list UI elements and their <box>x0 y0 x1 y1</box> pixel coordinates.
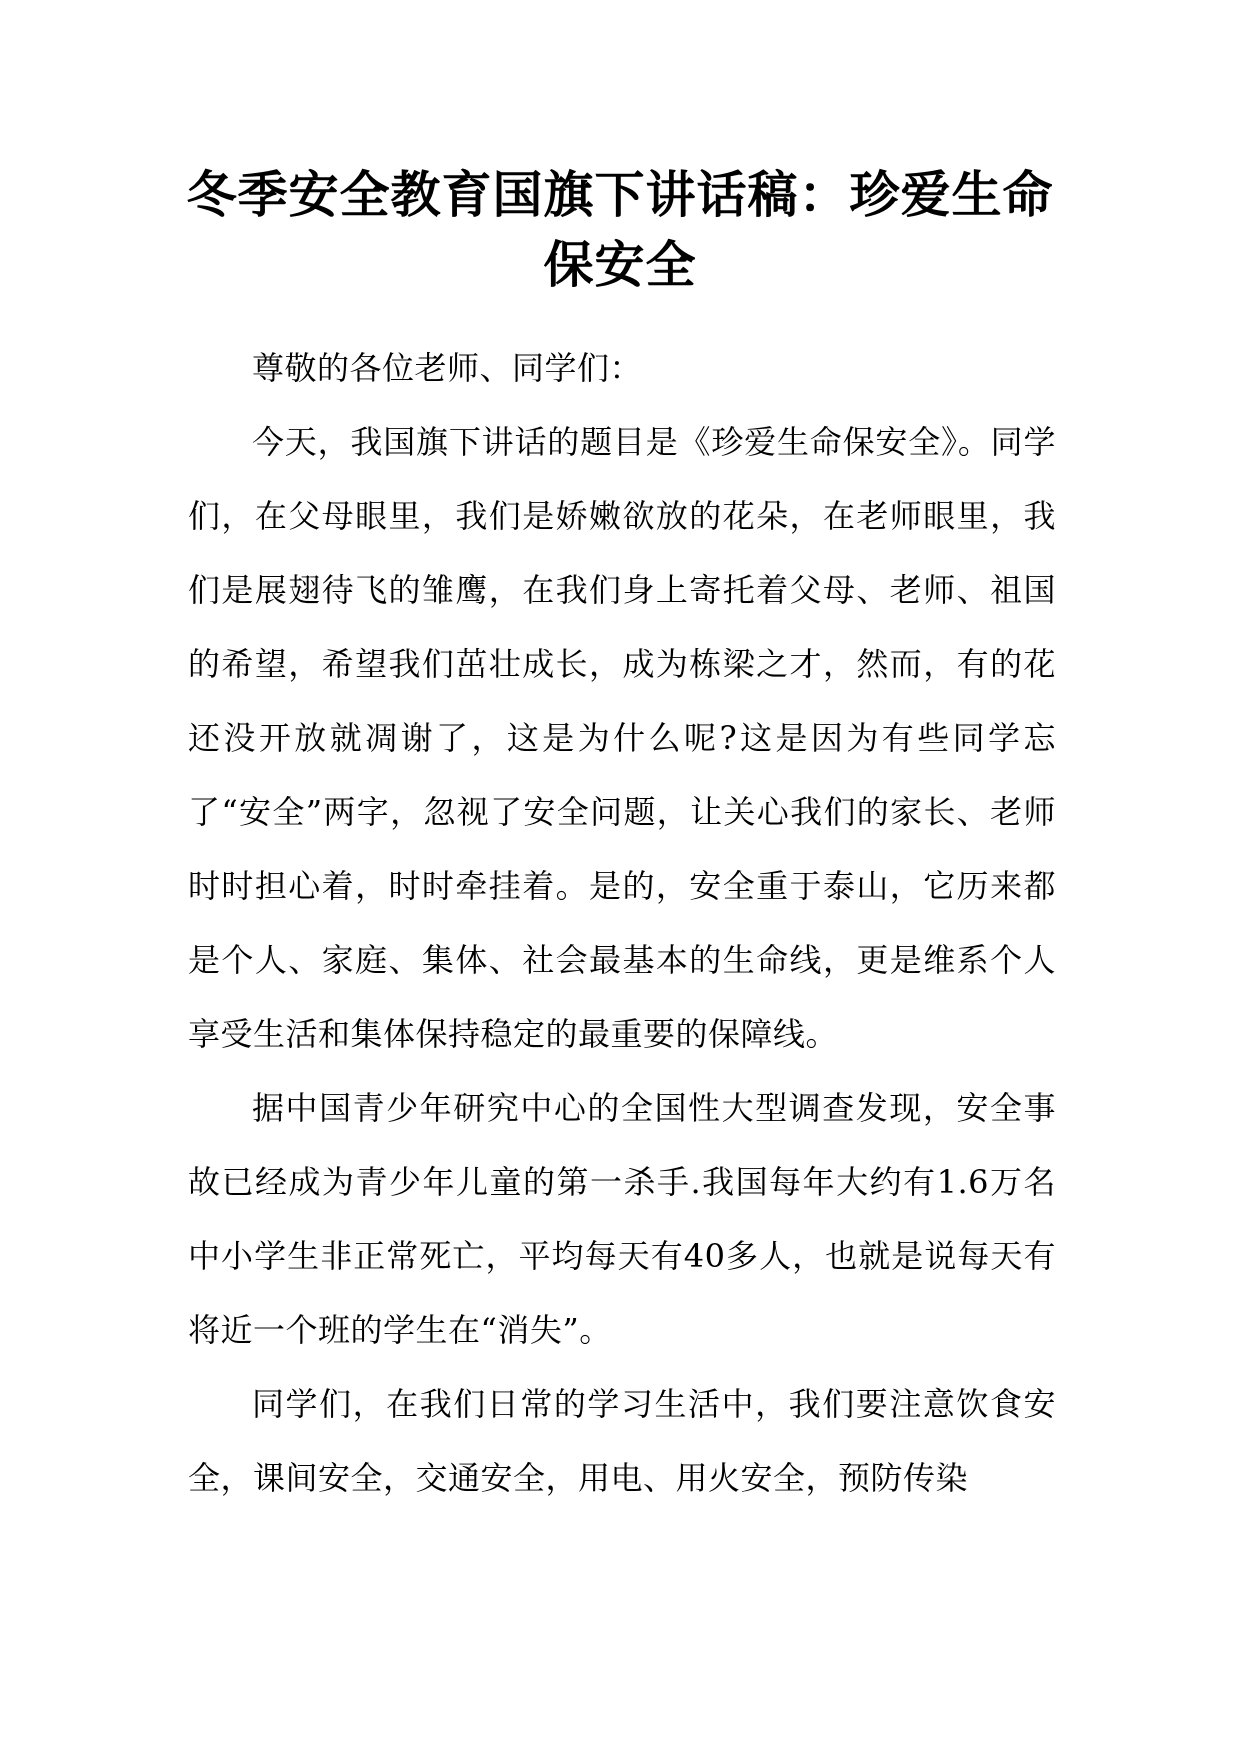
document-title <box>160 160 1080 300</box>
salutation-paragraph: 尊敬的各位老师、同学们： <box>252 349 643 387</box>
body-paragraph-topic: 今天，我国旗下讲话的题目是《珍爱生命保安全》。同学们，在父母眼里，我们是娇嫩欲放的花朵，在老师眼里，我们是展翅待飞的雏鹰，在我们身上寄托着父母、老师、祖国的希望，希望我们茁壮成长，成为栋梁之才，然而，有的花还没开放就凋谢了，这是为什么呢?这是因为有些同学忘了“安全”两字，忽视了安全问题，让关心我们的家长、老师时时担心着，时时牵挂着。是的，安全重于泰山，它历来都是个人、家庭、集体、社会最基本的生命线，更是维系个人享受生活和集体保持稳定的最重要的保障线。 <box>188 423 1056 1053</box>
title-line-2: 保安全 <box>543 236 697 294</box>
title-line-1: 冬季安全教育国旗下讲话稿：珍爱生命 <box>186 166 1054 224</box>
document-body <box>188 331 1056 1515</box>
body-paragraph-statistics: 据中国青少年研究中心的全国性大型调查发现，安全事故已经成为青少年儿童的第一杀手.我国每年大约有1.6万名中小学生非正常死亡，平均每天有40多人，也就是说每天有将近一个班的学生在“消失”。 <box>188 1089 1056 1349</box>
body-paragraph-safety-list: 同学们，在我们日常的学习生活中，我们要注意饮食安全，课间安全，交通安全，用电、用火安全，预防传染 <box>188 1385 1056 1497</box>
